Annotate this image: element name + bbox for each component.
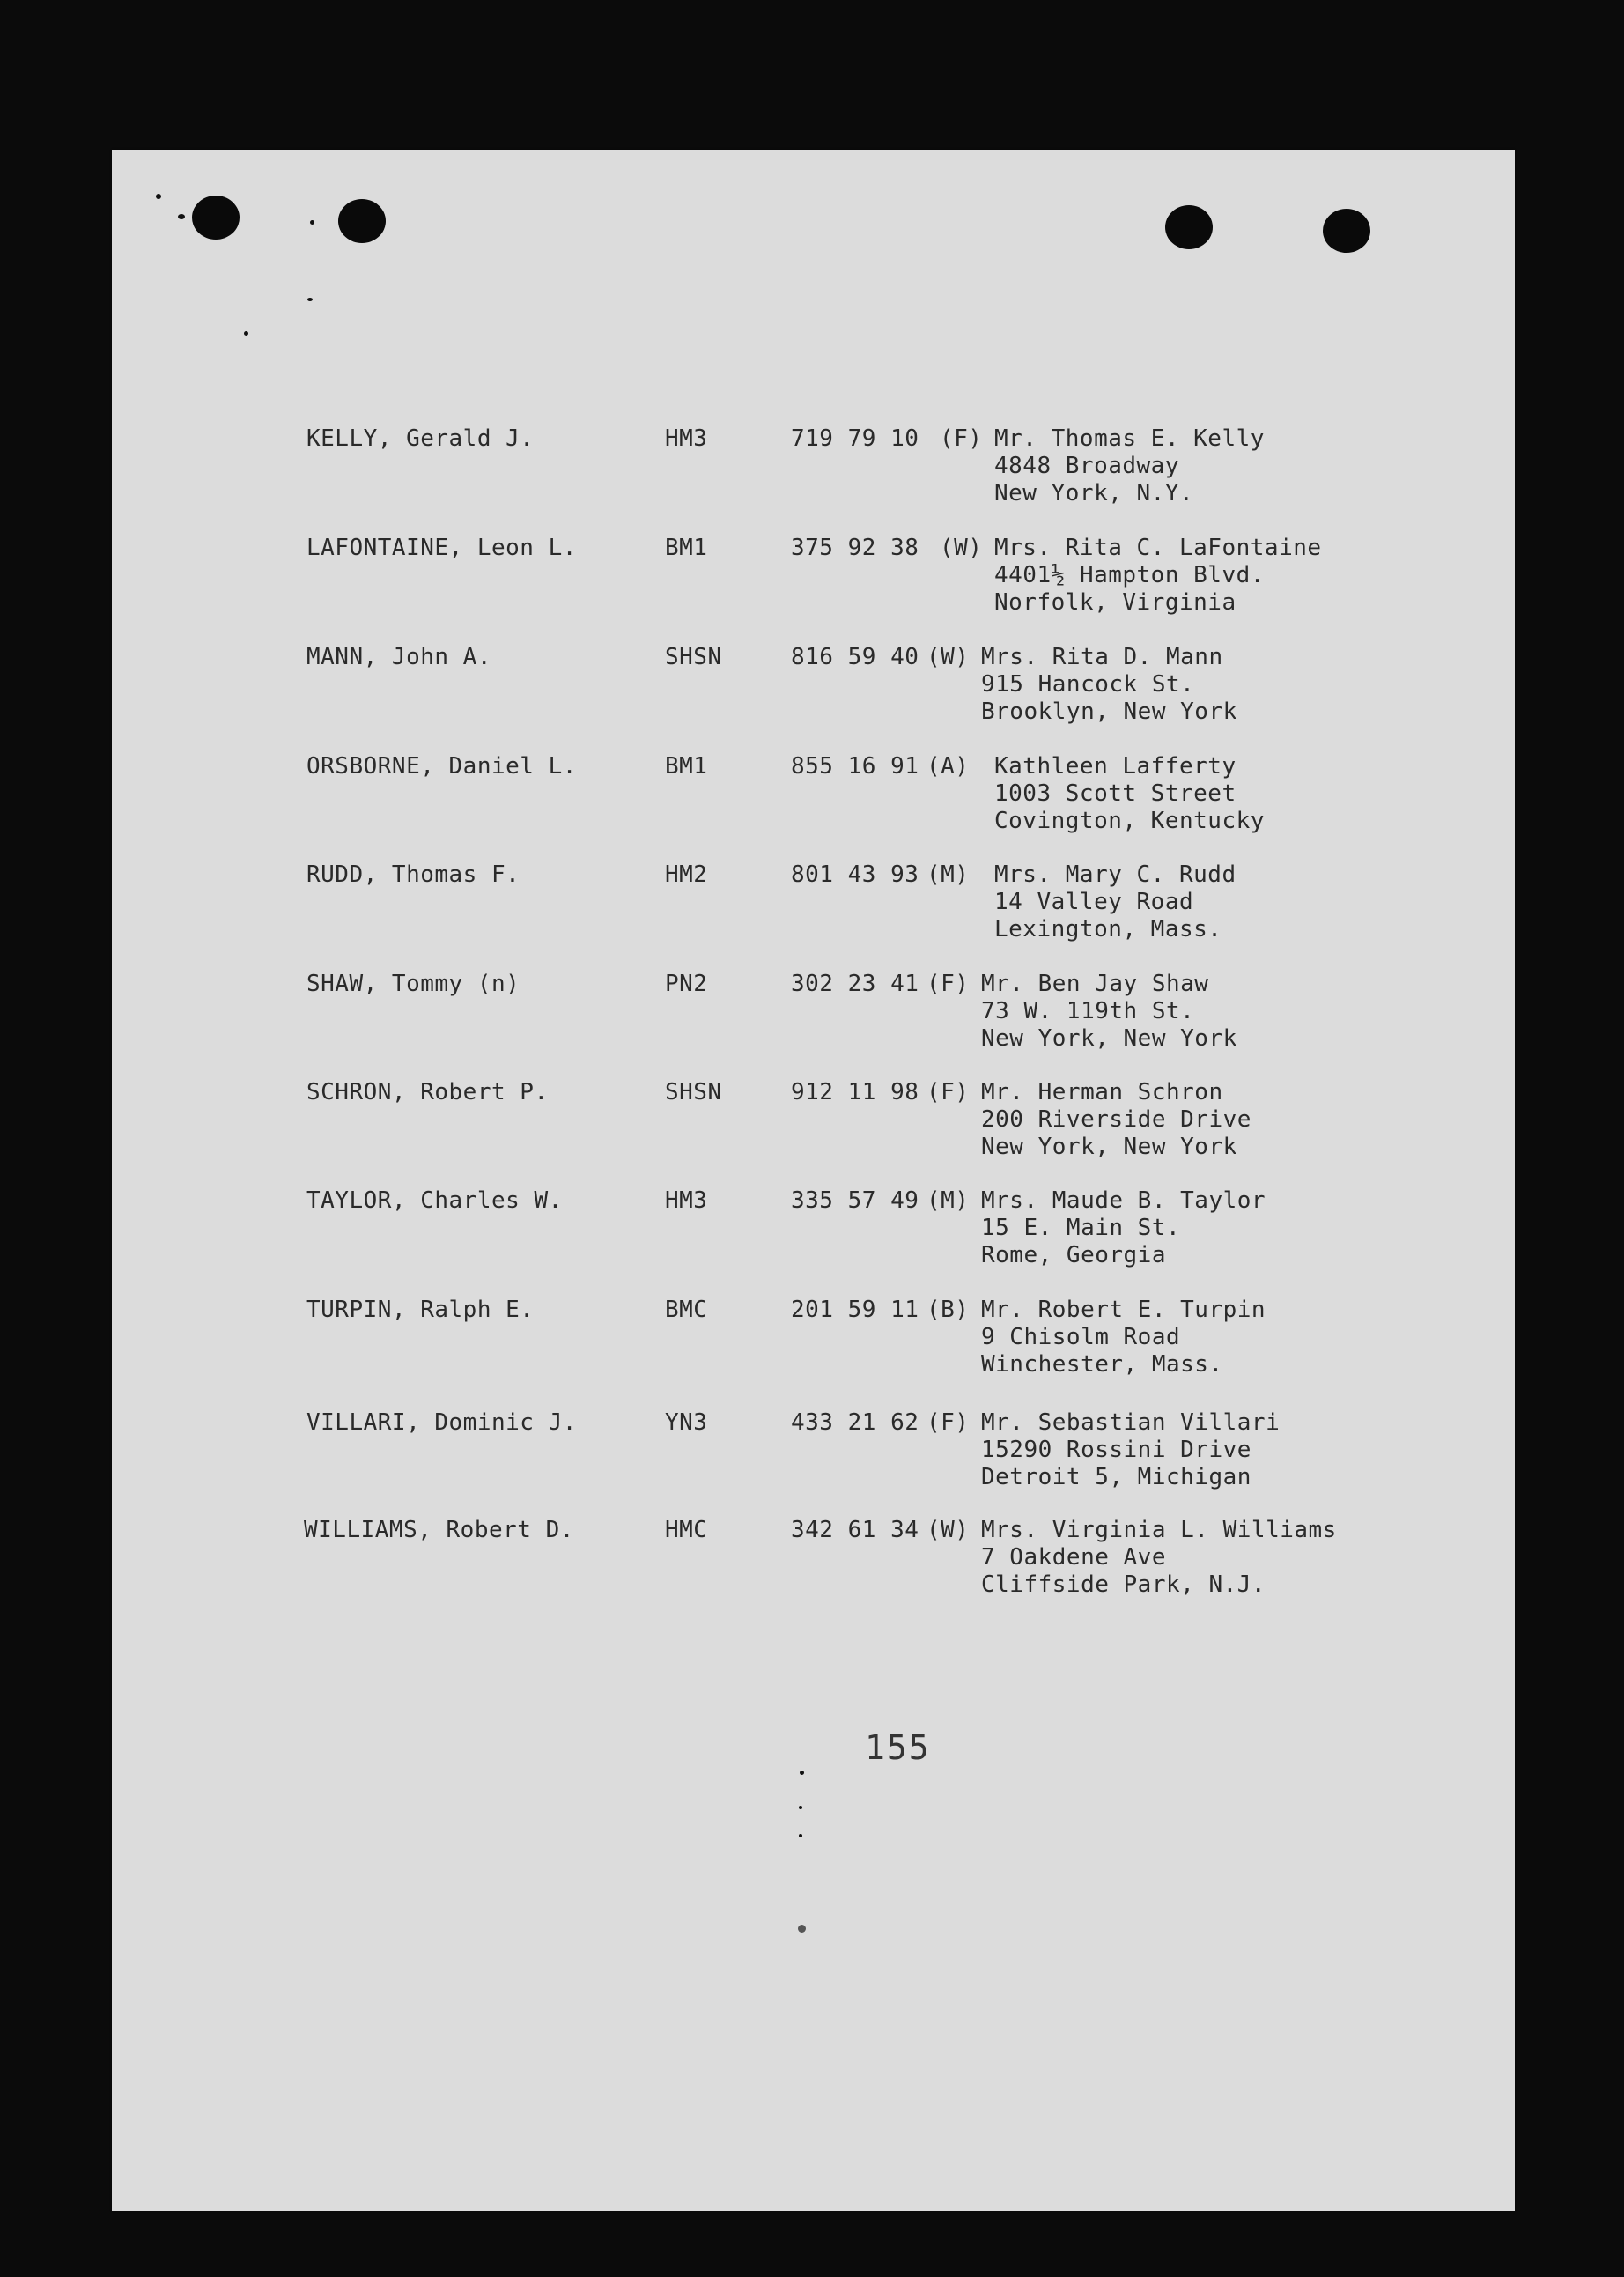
entry-rate: BM1 [665, 535, 708, 561]
entry-name: VILLARI, Dominic J. [306, 1409, 577, 1436]
entry-service-number: 912 11 98 [791, 1079, 919, 1105]
entry-name: TURPIN, Ralph E. [306, 1297, 535, 1323]
entry-relation: (M) [926, 1187, 970, 1214]
entry-rate: HMC [665, 1517, 708, 1543]
address-line: 200 Riverside Drive [981, 1106, 1251, 1133]
entry-name: WILLIAMS, Robert D. [304, 1517, 574, 1543]
entry-relation: (B) [926, 1297, 970, 1323]
entry-address [994, 425, 1265, 507]
entry-service-number: 719 79 10 [791, 425, 919, 452]
entry-rate: SHSN [665, 644, 722, 670]
entry-rate: PN2 [665, 971, 708, 997]
entry-address [994, 753, 1265, 835]
address-line: 9 Chisolm Road [981, 1324, 1181, 1350]
entry-service-number: 433 21 62 [791, 1409, 919, 1436]
address-line: Kathleen Lafferty [994, 753, 1236, 780]
page-number: 155 [865, 1728, 931, 1767]
entry-name: KELLY, Gerald J. [306, 425, 535, 452]
address-line: Covington, Kentucky [994, 808, 1265, 834]
address-line: 1003 Scott Street [994, 780, 1236, 807]
address-line: Rome, Georgia [981, 1242, 1166, 1268]
address-line: New York, New York [981, 1134, 1237, 1160]
roster-entry [112, 425, 1515, 522]
roster-entry [112, 644, 1515, 741]
entry-address [981, 1297, 1266, 1379]
address-line: 915 Hancock St. [981, 671, 1195, 698]
entry-name: ORSBORNE, Daniel L. [306, 753, 577, 780]
entry-address [981, 1187, 1266, 1269]
address-line: Mr. Herman Schron [981, 1079, 1223, 1105]
address-line: Detroit 5, Michigan [981, 1464, 1251, 1490]
entry-rate: SHSN [665, 1079, 722, 1105]
entry-address [994, 861, 1236, 943]
roster-entry [112, 1297, 1515, 1394]
address-line: Mr. Robert E. Turpin [981, 1297, 1266, 1323]
address-line: New York, N.Y. [994, 480, 1194, 506]
entry-relation: (W) [926, 644, 970, 670]
entry-address [981, 1517, 1337, 1599]
roster-entry [112, 1187, 1515, 1284]
address-line: Winchester, Mass. [981, 1351, 1223, 1378]
entry-rate: BM1 [665, 753, 708, 780]
address-line: 4401½ Hampton Blvd. [994, 562, 1265, 588]
roster-entry [112, 861, 1515, 958]
entry-service-number: 801 43 93 [791, 861, 919, 888]
address-line: Norfolk, Virginia [994, 589, 1236, 616]
address-line: New York, New York [981, 1025, 1237, 1052]
address-line: Mrs. Mary C. Rudd [994, 861, 1236, 888]
address-line: 7 Oakdene Ave [981, 1544, 1166, 1571]
entry-rate: BMC [665, 1297, 708, 1323]
address-line: 73 W. 119th St. [981, 998, 1195, 1024]
roster-entry [112, 1079, 1515, 1176]
entry-rate: YN3 [665, 1409, 708, 1436]
entry-relation: (F) [926, 1409, 970, 1436]
address-line: Mr. Sebastian Villari [981, 1409, 1281, 1436]
entry-rate: HM2 [665, 861, 708, 888]
entry-address [994, 535, 1322, 617]
entry-relation: (W) [940, 535, 983, 561]
roster-entry [112, 1517, 1515, 1614]
address-line: Mrs. Rita D. Mann [981, 644, 1223, 670]
entry-address [981, 644, 1237, 726]
address-line: 15 E. Main St. [981, 1215, 1181, 1241]
entry-address [981, 1079, 1251, 1161]
address-line: 4848 Broadway [994, 453, 1179, 479]
roster-entry [112, 971, 1515, 1068]
entry-name: MANN, John A. [306, 644, 491, 670]
address-line: Mrs. Rita C. LaFontaine [994, 535, 1322, 561]
address-line: Cliffside Park, N.J. [981, 1571, 1266, 1598]
entry-name: RUDD, Thomas F. [306, 861, 520, 888]
entry-name: LAFONTAINE, Leon L. [306, 535, 577, 561]
entry-relation: (F) [940, 425, 983, 452]
personnel-roster [112, 150, 1515, 2211]
entry-name: SHAW, Tommy (n) [306, 971, 520, 997]
entry-service-number: 201 59 11 [791, 1297, 919, 1323]
entry-relation: (F) [926, 1079, 970, 1105]
entry-name: SCHRON, Robert P. [306, 1079, 549, 1105]
roster-entry [112, 535, 1515, 632]
entry-rate: HM3 [665, 425, 708, 452]
entry-service-number: 335 57 49 [791, 1187, 919, 1214]
roster-entry [112, 1409, 1515, 1506]
entry-service-number: 375 92 38 [791, 535, 919, 561]
entry-service-number: 855 16 91 [791, 753, 919, 780]
address-line: Mr. Ben Jay Shaw [981, 971, 1209, 997]
address-line: Mrs. Virginia L. Williams [981, 1517, 1337, 1543]
entry-rate: HM3 [665, 1187, 708, 1214]
entry-service-number: 302 23 41 [791, 971, 919, 997]
roster-entry [112, 753, 1515, 850]
entry-relation: (M) [926, 861, 970, 888]
entry-relation: (A) [926, 753, 970, 780]
address-line: 15290 Rossini Drive [981, 1437, 1251, 1463]
document-page [112, 150, 1515, 2211]
entry-relation: (W) [926, 1517, 970, 1543]
entry-service-number: 816 59 40 [791, 644, 919, 670]
entry-address [981, 1409, 1280, 1491]
entry-address [981, 971, 1237, 1053]
address-line: Mrs. Maude B. Taylor [981, 1187, 1266, 1214]
address-line: Mr. Thomas E. Kelly [994, 425, 1265, 452]
address-line: Lexington, Mass. [994, 916, 1222, 943]
entry-relation: (F) [926, 971, 970, 997]
address-line: Brooklyn, New York [981, 699, 1237, 725]
address-line: 14 Valley Road [994, 889, 1194, 915]
entry-service-number: 342 61 34 [791, 1517, 919, 1543]
entry-name: TAYLOR, Charles W. [306, 1187, 563, 1214]
